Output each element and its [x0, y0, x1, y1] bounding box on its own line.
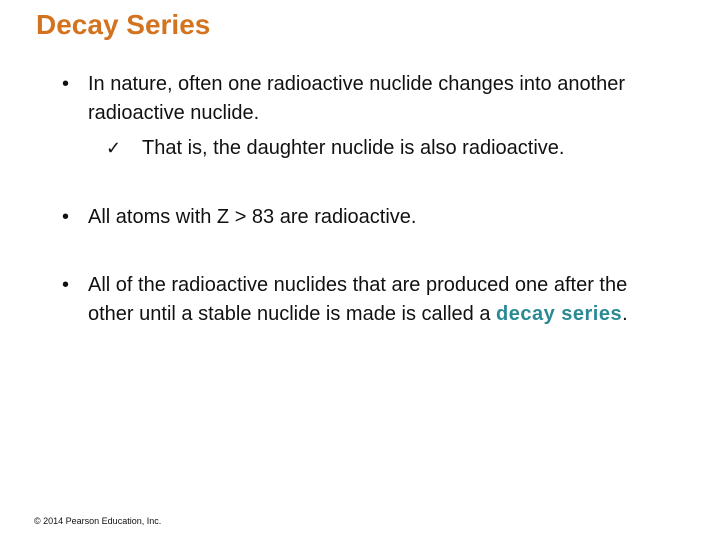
slide-title: Decay Series — [36, 9, 211, 40]
checkmark-icon: ✓ — [106, 138, 122, 158]
bullet-marker: • — [62, 274, 70, 296]
bullet-text-start: All of the radioactive nuclides that are produced one after the other until a stable nuclide is made is called a — [88, 274, 628, 325]
bullet-text — [88, 271, 668, 329]
bullet-marker: • — [62, 206, 70, 228]
bullet-text-end: . — [622, 303, 628, 325]
sub-bullet-text: That is, the daughter nuclide is also radioactive. — [142, 137, 565, 159]
decay-series-term: decay series — [496, 303, 623, 325]
bullet-text: All atoms with Z > 83 are radioactive. — [88, 206, 417, 228]
bullet-text: In nature, often one radioactive nuclide changes into another radioactive nuclide. — [88, 73, 626, 124]
copyright-footer: © 2014 Pearson Education, Inc. — [34, 516, 162, 526]
bullet-marker: • — [62, 73, 70, 95]
